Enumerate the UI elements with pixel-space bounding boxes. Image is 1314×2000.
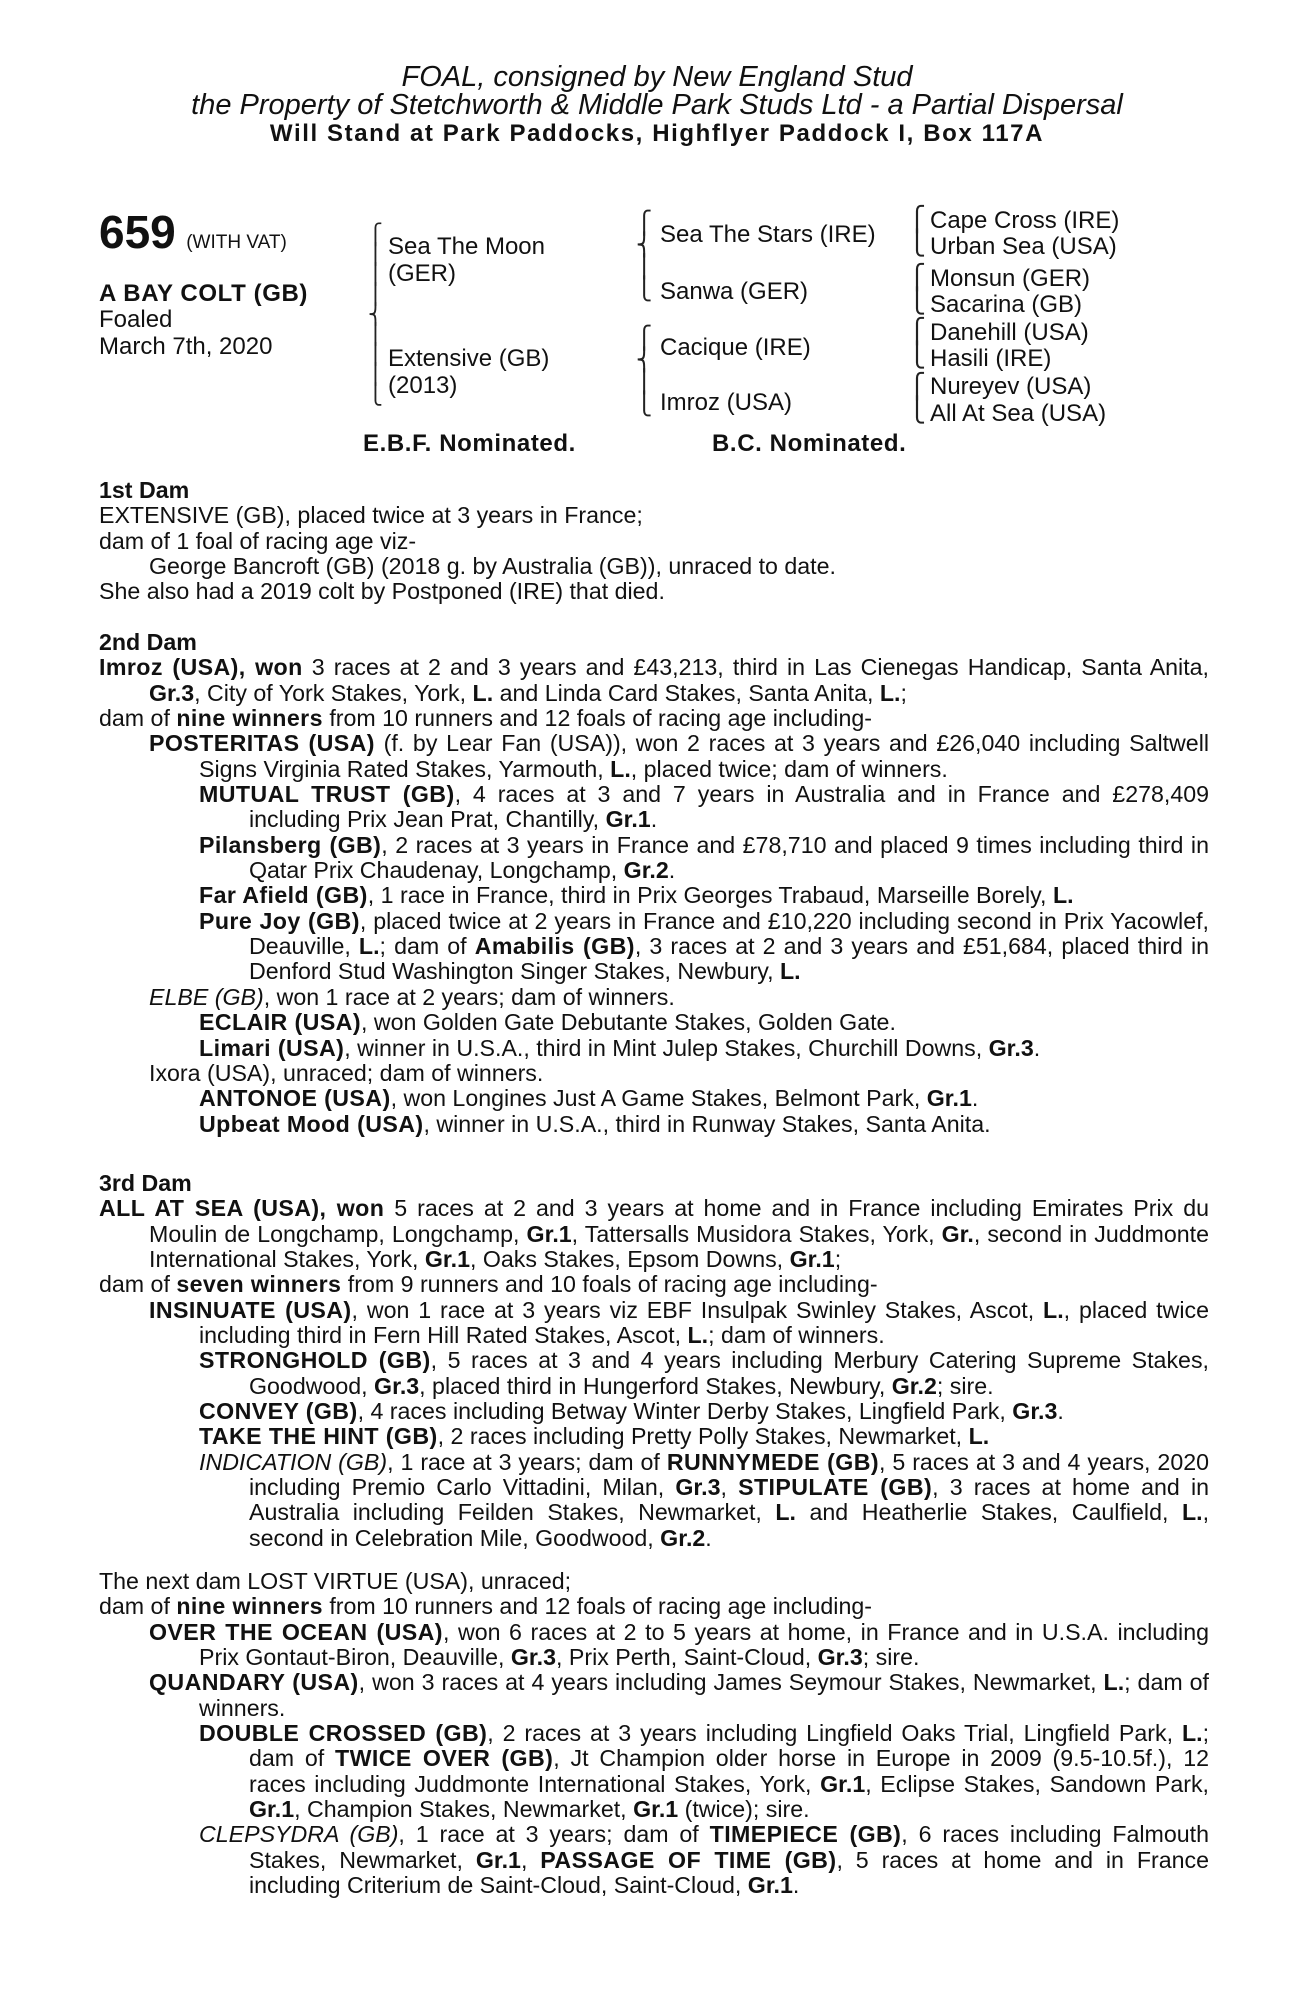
sire-origin: (GER)	[388, 260, 456, 287]
next-dam-produce-line: dam of nine winners from 10 runners and 12 foals of racing age including-	[99, 1593, 872, 1620]
third-dam-heading: 3rd Dam	[99, 1170, 192, 1196]
dam-dam: Imroz (USA)	[660, 389, 792, 416]
lot-number: 659	[99, 206, 176, 258]
lot-title: A BAY COLT (GB)	[99, 280, 309, 307]
sire-line-brace: ⎪	[636, 255, 653, 280]
produce-far-afield: Far Afield (GB), 1 race in France, third in Prix Georges Trabaud, Marseille Borely, L.	[199, 882, 1074, 909]
produce-take-the-hint: TAKE THE HINT (GB), 2 races including Pretty Polly Stakes, Newmarket, L.	[199, 1423, 990, 1450]
g3-hasili: Hasili (IRE)	[930, 345, 1052, 372]
sire-brace-mid: ⎪	[368, 262, 383, 286]
sire-brace-bottom: ⎩	[368, 382, 383, 406]
sire-line-brace: ⎧	[636, 211, 653, 236]
sire-brace-mid: ⎪	[368, 282, 383, 306]
sire-brace-mid: ⎪	[368, 322, 383, 346]
produce-mutual-trust: MUTUAL TRUST (GB), 4 races at 3 and 7 years in Australia and in France and £278,409 including Prix Jean Prat, Chantilly, Gr.1.	[199, 781, 1210, 833]
dam-line-brace: ⎧	[636, 326, 653, 351]
first-dam-produce: George Bancroft (GB) (2018 g. by Australia (GB)), unraced to date.	[149, 553, 836, 580]
g3-cape-cross: Cape Cross (IRE)	[930, 207, 1120, 234]
dam-year: (2013)	[388, 372, 458, 399]
next-dam-entry: The next dam LOST VIRTUE (USA), unraced;	[99, 1568, 572, 1594]
produce-ixora: Ixora (USA), unraced; dam of winners.	[149, 1059, 544, 1086]
first-dam-line: She also had a 2019 colt by Postponed (IRE) that died.	[99, 578, 665, 605]
produce-elbe: ELBE (GB), won 1 race at 2 years; dam of winners.	[149, 983, 675, 1010]
produce-pure-joy: Pure Joy (GB), placed twice at 2 years in France and £10,220 including second in Prix Yacowlef, Deauville, L.; dam of Amabilis (GB), 3 races at 2 and 3 years and £51,684, placed third in Denford Stud Washington Singer Stakes, Newbury, L.	[199, 907, 1209, 985]
g3-all-at-sea: All At Sea (USA)	[930, 400, 1107, 427]
second-dam-heading: 2nd Dam	[99, 629, 197, 655]
produce-upbeat-mood: Upbeat Mood (USA), winner in U.S.A., third in Runway Stakes, Santa Anita.	[199, 1110, 991, 1137]
g3-brace: ⎧	[908, 205, 926, 233]
dam-name: Extensive (GB)	[388, 345, 550, 372]
second-dam-entry: Imroz (USA), won 3 races at 2 and 3 years and £43,213, third in Las Cienegas Handicap, Santa Anita, Gr.3, City of York Stakes, York, L. and Linda Card Stakes, Santa Anita, L.;	[99, 654, 1209, 706]
vat-note: (WITH VAT)	[186, 232, 287, 253]
third-dam-entry: ALL AT SEA (USA), won 5 races at 2 and 3 years at home and in France including Emirates Prix du Moulin de Longchamp, Longchamp, Gr.1, Tattersalls Musidora Stakes, York, Gr., second in Juddmonte International Stakes, York, Gr.1, Oaks Stakes, Epsom Downs, Gr.1;	[99, 1195, 1210, 1273]
g3-brace: ⎩	[908, 287, 926, 315]
produce-limari: Limari (USA), winner in U.S.A., third in Mint Julep Stakes, Churchill Downs, Gr.3.	[199, 1034, 1041, 1061]
second-dam-produce-line: dam of nine winners from 10 runners and 12 foals of racing age including-	[99, 705, 872, 732]
produce-stronghold: STRONGHOLD (GB), 5 races at 3 and 4 years including Merbury Catering Supreme Stakes, Goodwood, Gr.3, placed third in Hungerford Stakes, Newbury, Gr.2; sire.	[199, 1347, 1209, 1399]
second-dam-section	[99, 630, 1209, 1137]
sire-brace-mid: ⎪	[368, 342, 383, 366]
produce-posteritas: POSTERITAS (USA) (f. by Lear Fan (USA)), won 2 races at 3 years and £26,040 including Saltwell Signs Virginia Rated Stakes, Yarmouth, L., placed twice; dam of winners.	[149, 730, 1209, 782]
dam-line-brace: ⎪	[636, 370, 653, 395]
sire-name: Sea The Moon	[388, 233, 545, 260]
produce-convey: CONVEY (GB), 4 races including Betway Winter Derby Stakes, Lingfield Park, Gr.3.	[199, 1398, 1064, 1425]
sire-line-brace: ⎩	[636, 277, 653, 302]
first-dam-line: dam of 1 foal of racing age viz-	[99, 527, 417, 554]
foaled-date: March 7th, 2020	[99, 333, 273, 360]
foaled-label: Foaled	[99, 306, 173, 333]
produce-clepsydra: CLEPSYDRA (GB), 1 race at 3 years; dam of TIMEPIECE (GB), 6 races including Falmouth Stakes, Newmarket, Gr.1, PASSAGE OF TIME (GB), 5 races at home and in France including Criterium de Saint-Cloud, Saint-Cloud, Gr.1.	[199, 1821, 1209, 1899]
produce-indication: INDICATION (GB), 1 race at 3 years; dam of RUNNYMEDE (GB), 5 races at 3 and 4 years, 2020 including Premio Carlo Vittadini, Milan, Gr.3, STIPULATE (GB), 3 races at home and in Australia including Feilden Stakes, Newmarket, L. and Heatherlie Stakes, Caulfield, L., second in Celebration Mile, Goodwood, Gr.2.	[199, 1448, 1210, 1551]
produce-quandary: QUANDARY (USA), won 3 races at 4 years including James Seymour Stakes, Newmarket, L.; dam of winners.	[149, 1669, 1209, 1721]
lot-block	[99, 205, 287, 259]
produce-over-the-ocean: OVER THE OCEAN (USA), won 6 races at 2 to 5 years at home, in France and in U.S.A. including Prix Gontaut-Biron, Deauville, Gr.3, Prix Perth, Saint-Cloud, Gr.3; sire.	[149, 1618, 1209, 1671]
produce-insinuate: INSINUATE (USA), won 1 race at 3 years viz EBF Insulpak Swinley Stakes, Ascot, L., placed twice including third in Fern Hill Rated Stakes, Ascot, L.; dam of winners.	[149, 1296, 1209, 1349]
next-dam-section	[99, 1569, 1209, 1898]
sire-sire: Sea The Stars (IRE)	[660, 221, 876, 248]
produce-pilansberg: Pilansberg (GB), 2 races at 3 years in France and £78,710 and placed 9 times including third in Qatar Prix Chaudenay, Longchamp, Gr.2.	[199, 831, 1209, 884]
g3-danehill: Danehill (USA)	[930, 319, 1089, 346]
g3-sacarina: Sacarina (GB)	[930, 291, 1083, 318]
sire-brace-mid: ⎪	[368, 362, 383, 386]
third-dam-section	[99, 1171, 1209, 1551]
g3-brace: ⎧	[908, 317, 926, 345]
property-line: the Property of Stetchworth & Middle Park Studs Ltd - a Partial Dispersal	[191, 89, 1123, 121]
g3-brace: ⎧	[908, 372, 926, 400]
sire-brace-mid: ⎪	[368, 242, 383, 266]
produce-double-crossed: DOUBLE CROSSED (GB), 2 races at 3 years including Lingfield Oaks Trial, Lingfield Park, L.; dam of TWICE OVER (GB), Jt Champion older horse in Europe in 2009 (9.5-10.5f.), 12 races including Juddmonte International Stakes, York, Gr.1, Eclipse Stakes, Sandown Park, Gr.1, Champion Stakes, Newmarket, Gr.1 (twice); sire.	[199, 1720, 1210, 1823]
g3-urban-sea: Urban Sea (USA)	[930, 233, 1117, 260]
sire-brace-mid: ⎨	[368, 302, 383, 326]
ebf-nomination: E.B.F. Nominated.	[363, 430, 576, 457]
g3-brace: ⎧	[908, 263, 926, 291]
dam-line-brace: ⎩	[636, 392, 653, 417]
dam-line-brace: ⎨	[636, 348, 653, 373]
g3-monsun: Monsun (GER)	[930, 265, 1091, 292]
stand-location-line: Will Stand at Park Paddocks, Highflyer Paddock I, Box 117A	[269, 120, 1045, 147]
dam-sire: Cacique (IRE)	[660, 334, 811, 361]
bc-nomination: B.C. Nominated.	[712, 430, 907, 457]
g3-brace: ⎩	[908, 341, 926, 369]
first-dam-line: EXTENSIVE (GB), placed twice at 3 years in France;	[99, 502, 643, 529]
sire-dam: Sanwa (GER)	[660, 278, 809, 305]
sire-brace-top: ⎧	[368, 222, 383, 246]
consignor-line: FOAL, consigned by New England Stud	[401, 61, 913, 93]
g3-brace: ⎩	[908, 396, 926, 424]
g3-nureyev: Nureyev (USA)	[930, 373, 1092, 400]
produce-eclair: ECLAIR (USA), won Golden Gate Debutante Stakes, Golden Gate.	[199, 1009, 896, 1036]
sire-line-brace: ⎨	[636, 233, 653, 258]
first-dam-section	[99, 478, 1209, 605]
third-dam-produce-line: dam of seven winners from 9 runners and 10 foals of racing age including-	[99, 1271, 878, 1298]
produce-antonoe: ANTONOE (USA), won Longines Just A Game Stakes, Belmont Park, Gr.1.	[199, 1085, 979, 1112]
g3-brace: ⎩	[908, 229, 926, 257]
first-dam-heading: 1st Dam	[99, 477, 190, 503]
